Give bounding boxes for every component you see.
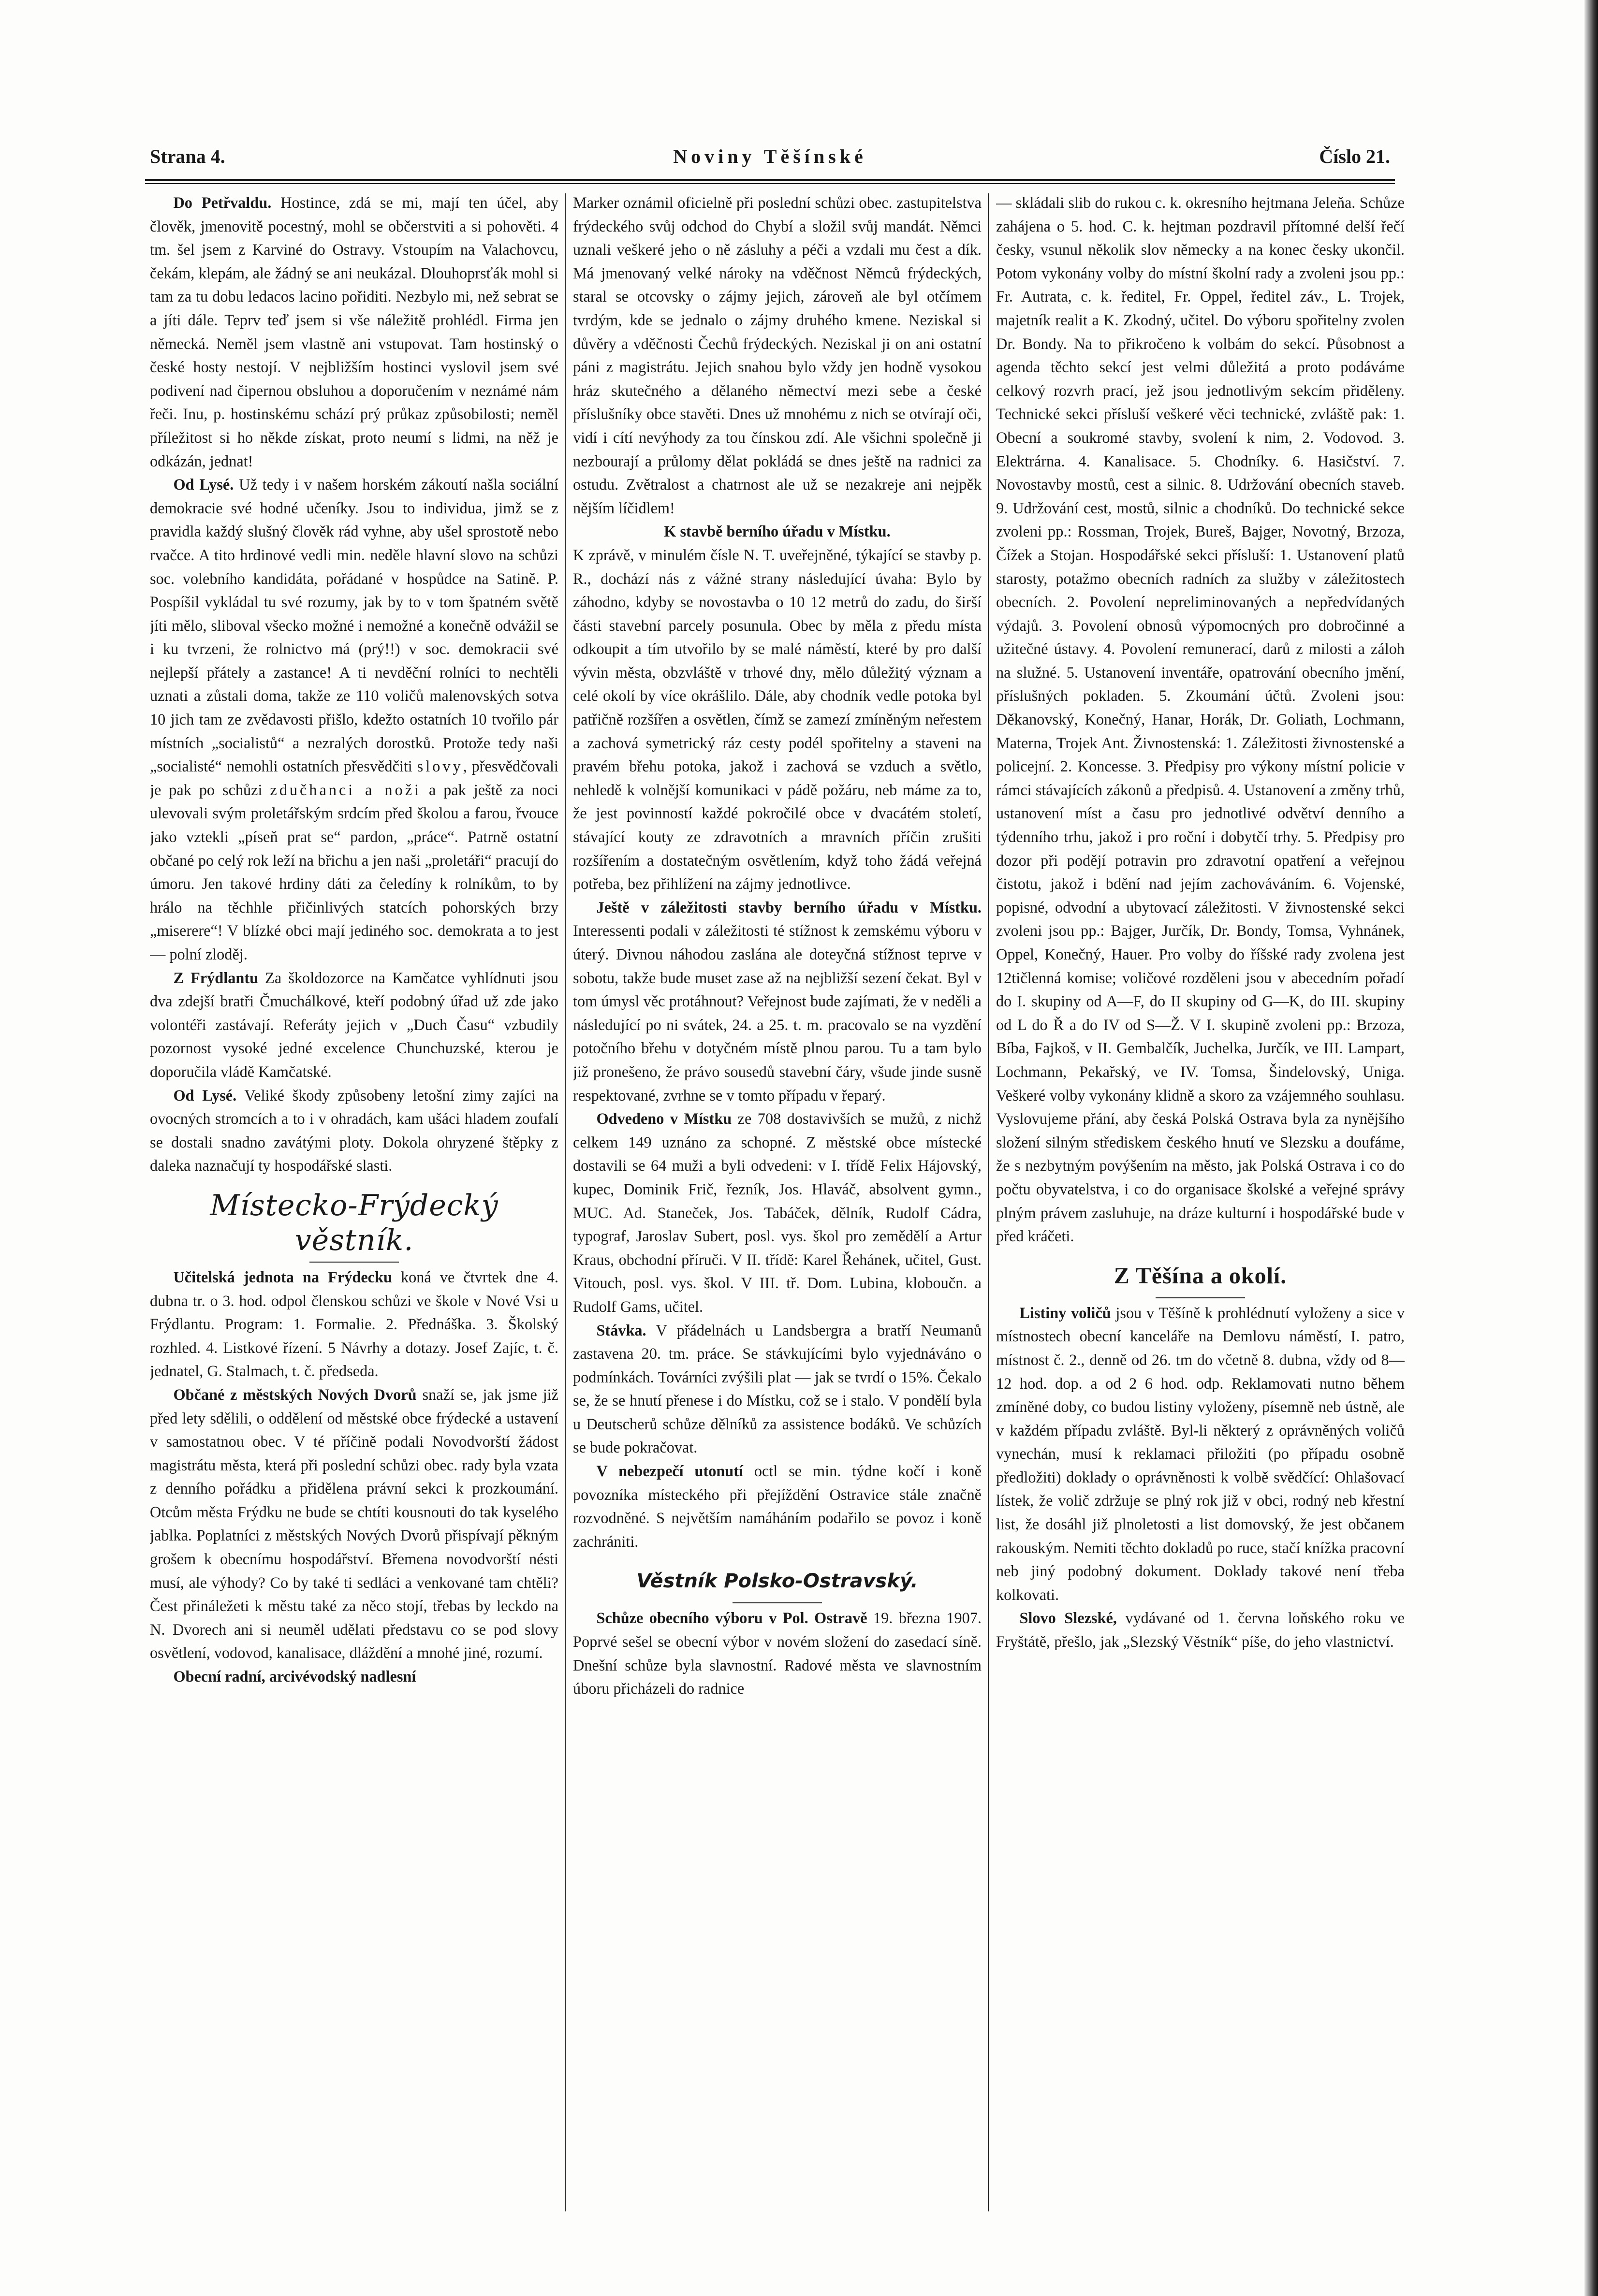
article-nove-dvory: Občané z městských Nových Dvorů snaží se, jak jsme již před lety sdělili, o oddělení od městské obce frýdecké a ustavení v samostatnou obec. V té příčině podali Novodvorští žádost magistrátu města, která při poslední schůzi obec. rady byla vzata z denního pořádku a přidělena právní sekci k prozkoumání. Otcům města Frýdku ne bude se chtíti kousnouti do tak kyselého jablka. Poplatníci z městských Nových Dvorů přispívají pěkným grošem k obecnímu hospodářství. Břemena novodvorští nésti musí, ale výhody? Co by také ti sedláci a venkované tam chtěli? Čest přináležeti k městu také za něco stojí, třebas by leckdo na N. Dvorech ani si neuměl udělati představu co se pod slovy osvětlení, vodovod, kanalisace, dláždění a mnohé jiné, rozumí. [150, 1385, 558, 1662]
section-rule [733, 1602, 822, 1603]
section-heading-mistecko: Místecko-Frýdecký věstník. [210, 1188, 498, 1257]
column-3 [996, 191, 1405, 2211]
article-stavka: Stávka. V přádelnách u Landsbergra a bratří Neumanů zastavena 20. tm. práce. Se stávkujícími bylo vyjednáváno o podmínkách. Továrníci zvýšili plat — jak se tvrdí o 15%. Čekalo se, že se hnutí přenese i do Místku, což se i stalo. V pondělí byla u Deutscherů schůze dělníků za assistence bodáků. Ve schůzích se bude pokračovat. [573, 1321, 982, 1456]
newspaper-title: Noviny Těšínské [673, 145, 867, 167]
section-heading-tesin: Z Těšína a okolí. [1114, 1263, 1287, 1289]
article-berni-urad: K zprávě, v minulém čísle N. T. uveřejněné, týkající se stavby p. R., dochází nás z vážné strany následující úvaha: Bylo by záhodno, kdyby se novostavba o 10 12 metrů do zadu, do širší části stavební parcely posunula. Obec by měla z předu místa odkoupit a tím utvořilo by se malé náměstí, které by pro další vývin města, obzvláště v trhové dny, mělo důležitý význam a celé okolí by více okrášlilo. Dále, aby chodník vedle potoka byl patřičně rozšířen a osvětlen, čímž se zamezí zmíněným neřestem a zachová symetrický ráz cesty podél spořitelny a staveni na pravém břehu potoka, jakož i zachová se vzduch a světlo, nehledě k volnější komunikaci v pádě požáru, neb máme za to, že jest povinností každé pokročilé obce v dvacátém století, stávající kouty ze zdravotních a mravních příčin zrušiti rozšířením a dostatečným osvětlením, když toho žádá veřejná potřeba, bez přihlížení na zájmy jednotlivce. [573, 546, 982, 893]
page-header [145, 145, 1395, 174]
issue-number: Číslo 21. [1319, 145, 1390, 167]
article-schuze-vyboru: Schůze obecního výboru v Pol. Ostravě 19. března 1907. Poprvé sešel se obecní výbor v novém složení do zasedací síně. Dnešní schůze byla slavnostní. Radové města ve slavnostním úboru přicházeli do radnice [573, 1609, 982, 1698]
column-divider [988, 193, 989, 2211]
header-rule [145, 179, 1395, 184]
article-slovo-slezske: Slovo Slezské, vydávané od 1. června loňského roku ve Fryštátě, přešlo, jak „Slezský Věstník“ píše, do jeho vlastnictví. [996, 1609, 1405, 1651]
column-divider [565, 193, 566, 2211]
article-berni-urad-2: Ještě v záležitosti stavby berního úřadu v Místku. Interessenti podali v záležitosti té stížnost k zemskému výboru v úterý. Divnou náhodou zaslána ale doteyčná stížnost teprve v sobotu, takže bude muset zase až na nejbližší sezení čekat. Byl v tom úmysl věc protáhnout? Veřejnost bude zajímati, že v neděli a následující po ni svátek, 24. a 25. t. m. pracovalo se na vyzdění potočního břehu v dotyčném místě plnou parou. Tu a tam bylo již pronešeno, že právo sousedů stavební čáry, všude jinde susně respektované, zvrhne se v tomto případu v řeparý. [573, 898, 982, 1104]
columns [145, 191, 1405, 2211]
article-obecni-radni: Obecní radní, arcivévodský nadlesní [173, 1668, 416, 1686]
article-schuze-vyboru-continued: — skládali slib do rukou c. k. okresního hejtmana Jeleňa. Schůze zahájena o 5. hod. C. k. hejtman pozdravil přítomné delší řečí česky, vsunul několik slov německy a na konec česky ukončil. Potom vykonány volby do místní školní rady a zvoleni jsou pp.: Fr. Autrata, c. k. ředitel, Fr. Oppel, ředitel záv., L. Trojek, majetník realit a K. Zkodný, učitel. Do výboru spořitelny zvolen Dr. Bondy. Na to přikročeno k volbám do sekcí. Působnost a agenda těchto sekcí jest velmi důležitá a proto podáváme celkový rozvrh prací, jež jsou jednotlivým sekcím přiděleny. Technické sekci přísluší veškeré věci technické, zvláště pak: 1. Obecní a soukromé stavby, svolení k nim, 2. Vodovod. 3. Elektrárna. 4. Kanalisace. 5. Chodníky. 6. Hasičství. 7. Novostavby mostů, cest a silnic. 8. Udržování obecních staveb. 9. Udržování cest, mostů, silnic a chodníků. Do technické sekce zvoleni pp.: Rossman, Trojek, Bureš, Bajger, Novotný, Brzoza, Čížek a Stojan. Hospodářské sekci přísluší: 1. Ustanovení platů starosty, potažmo obecních radních za služby v záležitostech obecních. 2. Povolení nepreliminovaných a nepředvídaných výdajů. 3. Povolení obnosů výpomocných pro dobročinné a užitečné ústavy. 4. Povolení remunerací, darů z milosti a záloh na služné. 5. Ustanovení inventáře, opatrování obecního jmění, příslušných pokladen. 5. Zkoumání účtů. Zvoleni jsou: Děkanovský, Konečný, Hanar, Horák, Dr. Goliath, Lochmann, Materna, Trojek Ant. Živnostenská: 1. Záležitosti živnostenské a policejní. 2. Koncesse. 3. Předpisy pro výkony místní policie v rámci stávajících zákonů a předpisů. 4. Ustanovení a změny trhů, ustanovení míst a času pro jednotlivé odvětví denního a týdenního trhu, jakož i pro roční i dobytčí trhy. 5. Předpisy pro dozor při podějí potravin pro zdravotní opatření a veřejnou čistotu, jakož i bdění nad jejím zachováváním. 6. Vojenské, popisné, odvodní a ubytovací záležitosti. V živnostenské sekci zvoleni jsou pp.: Bajger, Jurčík, Dr. Bondy, Tomsa, Vyhnánek, Oppel, Konečný, Hauer. Pro volby do říšské rady zvolena jest 12tičlenná komise; voličové rozděleni jsou v abecedním pořadí do I. skupiny od A—F, do II skupiny od G—K, do III. skupiny od L do Ř a do IV od S—Ž. V I. skupině zvoleni pp.: Brzoza, Bíba, Fajkoš, v II. Gembalčík, Juchelka, Jurčík, ve III. Lampart, Lochmann, Pekařský, ve IV. Tomsa, Šindelovský, Uniga. Veškeré volby vykonány klidně a skoro za vzájemného souhlasu. Vyslovujeme přání, aby česká Polská Ostrava byla za nynějšího složení silným střediskem českého hnutí ve Slezsku a doufáme, že s nezbytným povýšením na město, jak Polská Ostrava i co do počtu obyvatelstva, i co do organisace školské a veřejné správy plným právem zasluhuje, na dráze kulturní i hospodářské bude v před kráčeti. [996, 194, 1405, 1245]
article-lysa-1: Od Lysé. Už tedy i v našem horském zákoutí našla sociální demokracie své hodné učeníky. Jsou to individua, jimž se z pravidla každý slušný člověk rád vyhne, aby ušel sprostotě nebo rvačce. A tito hrdinové vedli min. neděle hlavní slovo na schůzi soc. volebního kandidáta, pořádané v hospůdce na Satině. P. Pospíšil vykládal tu své rozumy, jak by to v tom špatném světě jíti mělo, sliboval všecko možné i nemožné a konečně odvážil se i ku tvrzeni, že rolnictvo má (prý!!) v soc. demokracii své nejlepší přátely a zastance! A ti nevděční rolníci to nechtěli uznati a zůstali doma, takže ze 110 voličů malenovských sotva 10 jich tam ze zvědavosti přišlo, kdežto ostatních 10 tvořilo pár místních „socialistů“ a nezralých dorostků. Protože tedy naši „socialisté“ nemohli ostatních přesvědčiti slovy, přesvědčovali je pak po schůzi zdučhanci a noži a pak ještě za noci ulevovali svým proletářským srdcím před školou a farou, řvouce jako vztekli „píseň prat se“ pardon, „práce“. Patrně ostatní občané po celý rok leží na břichu a jen naši „proletáři“ pracují do úmoru. Jen takové hrdiny dáti za čeledíny k rolníkům, to by hrálo na těchhle přičinlivých statcích pohorských brzy „miserere“! V blízké obci mají jediného soc. demokrata a to jest — polní zloděj. [150, 476, 558, 963]
section-rule [1156, 1297, 1246, 1298]
scan-edge-shadow [1584, 0, 1598, 2296]
article-frydlant: Z Frýdlantu Za školdozorce na Kamčatce vyhlídnuti jsou dva zdejší bratři Čmuchálkové, kteří podobný úřad už zde jako volontéři zastávají. Referáty jejich v „Duch Času“ vzbudily pozornost vysoké jedné excelence Chunchuzské, kterou je doporučila vládě Kamčatské. [150, 969, 558, 1080]
column-2 [573, 191, 982, 2211]
article-odvedeno: Odvedeno v Místku ze 708 dostavivších se mužů, z nichž celkem 149 uznáno za schopné. Z městské obce místecké dostavili se 64 muži a byli odvedeni: v I. třídě Felix Hájovský, kupec, Dominik Frič, řezník, Jos. Hlaváč, absolvent gymn., MUC. Ad. Staneček, Jos. Tabáček, dělník, Rudolf Cádra, typograf, Jaroslav Subert, posl. vys. škol pro zemědělí a Artur Kraus, obchodní příruči. V II. třídě: Karel Řehánek, učitel, Gust. Vitouch, posl. vys. škol. V III. tř. Dom. Lubina, kloboučn. a Rudolf Gams, učitel. [573, 1110, 982, 1315]
article-utonuti: V nebezpečí utonutí octl se min. týdne kočí i koně povozníka místeckého při přejíždění Ostravice stále značně rozvodněné. S největším namáháním podařilo se povoz i koně zachrániti. [573, 1462, 982, 1550]
article-listiny-volicu: Listiny voličů jsou v Těšíně k prohlédnutí vyloženy a sice v místnostech obecní kanceláře na Demlovu náměstí, I. patro, místnost č. 2., denně od 26. tm do včetně 8. dubna, vždy od 8—12 hod. dop. a od 2 6 hod. odp. Reklamovati nutno během zmíněné doby, co budou listiny vyloženy, písemně neb ústně, ale v každém případu zvláště. Byl-li některý z oprávněných voličů vynechán, musí k reklamaci přiložiti (po případu osobně předložiti) doklady o oprávněnosti k volbě svědčící: Ohlašovací lístek, že volič zdržuje se plný rok již v obci, rodný neb křestní list, že dosáhl již plnoletosti a list domovský, že jest občanem rakouským. Nemiti těchto dokladů po ruce, stačí knížka pracovní neb jiný podobný dokument. Doklady takové není třeba kolkovati. [996, 1304, 1405, 1603]
page-number: Strana 4. [150, 145, 225, 167]
column-1 [150, 191, 558, 2211]
heading-berni-urad: K stavbě berního úřadu v Místku. [664, 523, 891, 540]
section-rule [309, 1262, 399, 1263]
section-heading-polsko-ostravsky: Věstník Polsko-Ostravský. [636, 1570, 918, 1593]
article-lysa-2: Od Lysé. Veliké škody způsobeny letošní zimy zajíci na ovocných stromcích a to i v ohradách, kam ušáci hladem zoufalí se dostali snadno zavátými ploty. Dokola ohryzené štěpky z daleka naznačují ty hospodářské slasti. [150, 1086, 558, 1175]
article-ucitelska-jednota: Učitelská jednota na Frýdecku koná ve čtvrtek dne 4. dubna tr. o 3. hod. odpol členskou schůzi ve škole v Nové Vsi u Frýdlantu. Program: 1. Formalie. 2. Přednáška. 3. Školský rozhled. 4. Listkové řízení. 5 Návrhy a dotazy. Josef Zajíc, t. č. jednatel, G. Stalmach, t. č. předseda. [150, 1268, 558, 1380]
article-marker-continued: Marker oznámil oficielně při poslední schůzi obec. zastupitelstva frýdeckého svůj odchod do Chybí a složil svůj mandát. Němci uznali veškeré jeho o ně zásluhy a péči a vzdali mu čest a dík. Má jmenovaný velké nároky na vděčnost Němců frýdeckých, staral se otcovsky o zájmy jejich, zároveň ale byl otčímem tvrdým, kde se jednalo o zájmy druhého kmene. Neziskal si důvěry a vděčnosti Čechů frýdeckých. Neziskal ji on ani ostatní páni z magistrátu. Jejich snahou bylo vždy jen hodně vysokou hráz skutečného a dělaného němectví mezi sebe a české příslušníky obce stavěti. Dnes už mnohému z nich se otvírají oči, vidí i cítí nevýhody za tou čínskou zdí. Ale všichni společně ji nezbourají a průlomy dělat pokládá se dnes ještě na radnici za ostudu. Zvětralost a chatrnost ale už se nezakreje ani nejpěk nějším líčidlem! [573, 194, 982, 517]
article-petrvald: Do Petřvaldu. Hostince, zdá se mi, mají ten účel, aby člověk, jmenovitě pocestný, mohl se občerstviti a si pohověti. 4 tm. šel jsem z Karviné do Ostravy. Vstoupím na Valachovcu, čekám, klepám, ale žádný se ani neukázal. Dlouhoprsťák mohl si tam za tu dobu ledacos lacino pořiditi. Nezbylo mi, než sebrat se a jíti dále. Teprv teď jsem si vše náležitě prohlédl. Firma jen německá. Neměl jsem vlastně ani vstupovat. Tam hostinský o české hosty nestojí. V nejbližším hostinci vyslovil jsem své podivení nad čipernou obsluhou a doporučením v neznámé nám řeči. Inu, p. hostinskému schází prý průkaz způsobilosti; neměl příležitost si ho někde získat, proto neumí s lidmi, na něž je odkázán, jednat! [150, 194, 558, 470]
